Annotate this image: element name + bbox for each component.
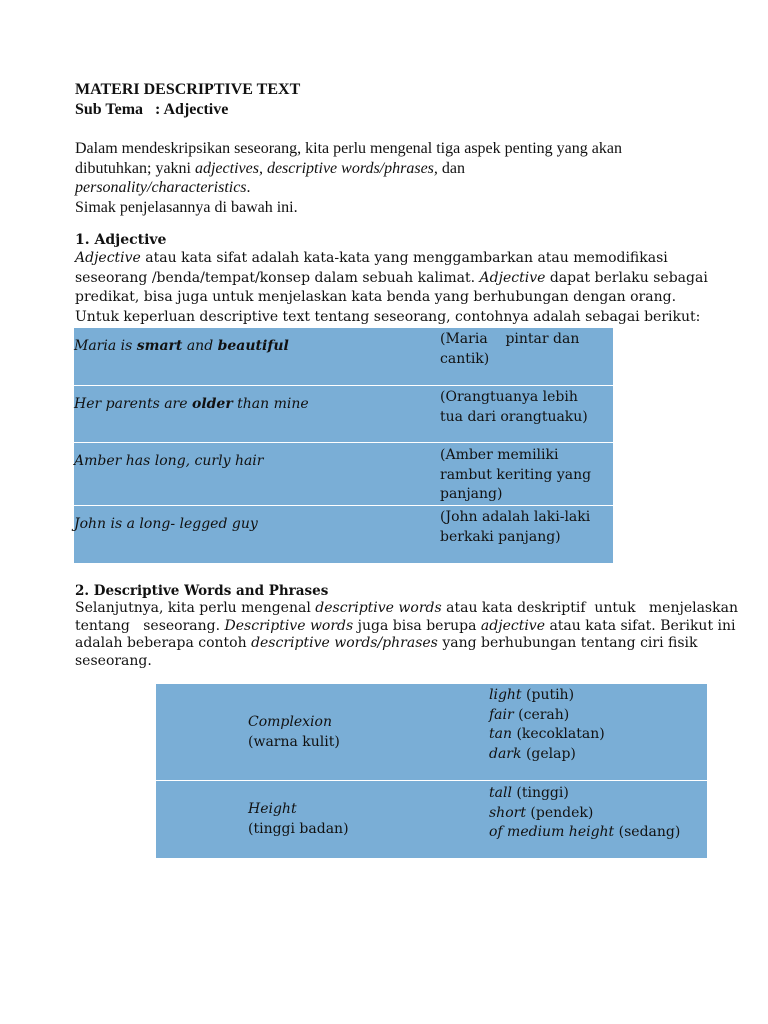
intro-line-1: Dalam mendeskripsikan seseorang, kita perlu mengenal tiga aspek penting yang akan	[75, 140, 622, 157]
translation	[440, 446, 591, 505]
term-cell	[248, 799, 349, 839]
sentence-text: than mine	[232, 396, 309, 412]
word-id: (cerah)	[518, 706, 570, 723]
section2-paragraph	[75, 600, 738, 670]
table-row	[74, 506, 613, 563]
word-item	[489, 804, 680, 824]
sentence-text: and	[182, 338, 218, 354]
section2-italic: descriptive words	[315, 600, 442, 616]
word-item	[489, 686, 605, 706]
words-cell	[489, 784, 680, 843]
section1-heading: 1. Adjective	[75, 232, 167, 248]
section2-text: yang berhubungan tentang ciri fisik	[442, 635, 698, 651]
section2-text: atau kata deskriptif untuk menjelaskan	[446, 600, 738, 616]
table-row	[156, 684, 707, 781]
term-translation: (tinggi badan)	[248, 821, 349, 837]
section2-line-3	[75, 635, 738, 653]
example-sentence	[74, 337, 289, 356]
section1-line-4: Untuk keperluan descriptive text tentang seseorang, contohnya adalah sebagai berikut:	[75, 308, 701, 325]
word-en: dark	[489, 745, 522, 762]
translation	[440, 388, 588, 427]
word-item	[489, 706, 605, 726]
section2-text: juga bisa berupa	[357, 617, 477, 634]
section1-paragraph	[75, 249, 708, 327]
section2-text: atau kata sifat. Berikut ini	[549, 617, 736, 634]
section1-text: dapat berlaku sebagai	[549, 269, 708, 286]
example-sentence: John is a long- legged guy	[74, 516, 258, 532]
word-item	[489, 823, 680, 843]
word-item	[489, 784, 680, 804]
subtitle	[75, 101, 228, 119]
section2-italic: Descriptive words	[224, 617, 354, 634]
section1-italic: Adjective	[75, 250, 141, 266]
translation-line: cantik)	[440, 350, 490, 367]
translation-line: rambut keriting yang	[440, 466, 592, 483]
translation-line: (Amber memiliki	[440, 447, 559, 463]
table-row	[74, 443, 613, 506]
word-en: light	[489, 687, 522, 703]
subtitle-value: : Adjective	[155, 101, 229, 118]
section2-text: adalah beberapa contoh	[75, 635, 247, 651]
word-en: fair	[489, 706, 514, 723]
section1-text: atau kata sifat adalah kata-kata yang menggambarkan atau memodifikasi	[145, 250, 668, 266]
sentence-text: Her parents are	[74, 396, 192, 412]
word-en: short	[489, 804, 526, 821]
term-label: Complexion	[248, 714, 332, 730]
term-cell	[248, 712, 340, 752]
section1-line-2	[75, 269, 708, 289]
word-id: (gelap)	[525, 745, 576, 762]
intro-text: dan	[441, 159, 466, 177]
word-item	[489, 745, 605, 765]
translation	[440, 508, 590, 547]
section1-text: seseorang /benda/tempat/konsep dalam sebuah kalimat.	[75, 269, 476, 286]
adjective-table	[74, 328, 613, 563]
translation	[440, 330, 579, 369]
section1-italic: Adjective	[479, 269, 546, 286]
intro-line-4: Simak penjelasannya di bawah ini.	[75, 198, 298, 216]
intro-italic: adjectives, descriptive words/phrases,	[194, 159, 438, 177]
table-row	[74, 386, 613, 443]
term-translation: (warna kulit)	[248, 734, 340, 750]
intro-line-3	[75, 178, 622, 198]
words-cell	[489, 686, 605, 764]
translation-line: (Maria pintar dan	[440, 331, 580, 347]
section2-heading: 2. Descriptive Words and Phrases	[75, 583, 329, 599]
translation-line: tua dari orangtuaku)	[440, 408, 588, 425]
translation-line: (John adalah laki-laki	[440, 509, 591, 525]
intro-paragraph	[75, 139, 622, 217]
word-item	[489, 725, 605, 745]
section2-line-1	[75, 600, 738, 618]
section2-line-2	[75, 618, 738, 636]
word-en: tan	[489, 726, 512, 742]
section2-text: Selanjutnya, kita perlu mengenal	[75, 600, 311, 616]
example-sentence: Amber has long, curly hair	[74, 453, 264, 469]
word-en: tall	[489, 785, 512, 801]
word-id: (tinggi)	[516, 785, 569, 801]
translation-line: berkaki panjang)	[440, 528, 561, 545]
word-id: (pendek)	[525, 804, 594, 821]
section1-line-1	[75, 249, 708, 269]
intro-text: .	[246, 179, 251, 196]
example-sentence	[74, 395, 309, 414]
descriptive-words-table	[156, 684, 707, 858]
table-row	[156, 781, 707, 858]
section2-italic: adjective	[480, 617, 545, 634]
word-id: (putih)	[526, 687, 575, 703]
sentence-bold: smart	[136, 338, 183, 354]
sentence-text: Maria is	[74, 338, 137, 354]
page-title: MATERI DESCRIPTIVE TEXT	[75, 81, 301, 98]
section2-line-4: seseorang.	[75, 652, 152, 669]
word-id: (kecoklatan)	[516, 726, 605, 742]
subtitle-label: Sub Tema	[75, 101, 144, 118]
translation-line: panjang)	[440, 486, 503, 502]
sentence-bold: older	[191, 396, 233, 412]
section2-text: tentang seseorang.	[75, 617, 221, 634]
intro-italic: personality/characteristics	[75, 179, 247, 196]
word-en: of medium height	[489, 824, 615, 840]
sentence-bold: beautiful	[217, 338, 289, 354]
intro-text: dibutuhkan; yakni	[75, 159, 191, 177]
word-id: (sedang)	[618, 824, 681, 840]
section1-line-3: predikat, bisa juga untuk menjelaskan kata benda yang berhubungan dengan orang.	[75, 289, 677, 305]
term-label: Height	[248, 801, 297, 817]
translation-line: (Orangtuanya lebih	[440, 389, 578, 405]
intro-line-2	[75, 159, 622, 179]
table-row	[74, 328, 613, 386]
section2-italic: descriptive words/phrases	[251, 635, 438, 651]
